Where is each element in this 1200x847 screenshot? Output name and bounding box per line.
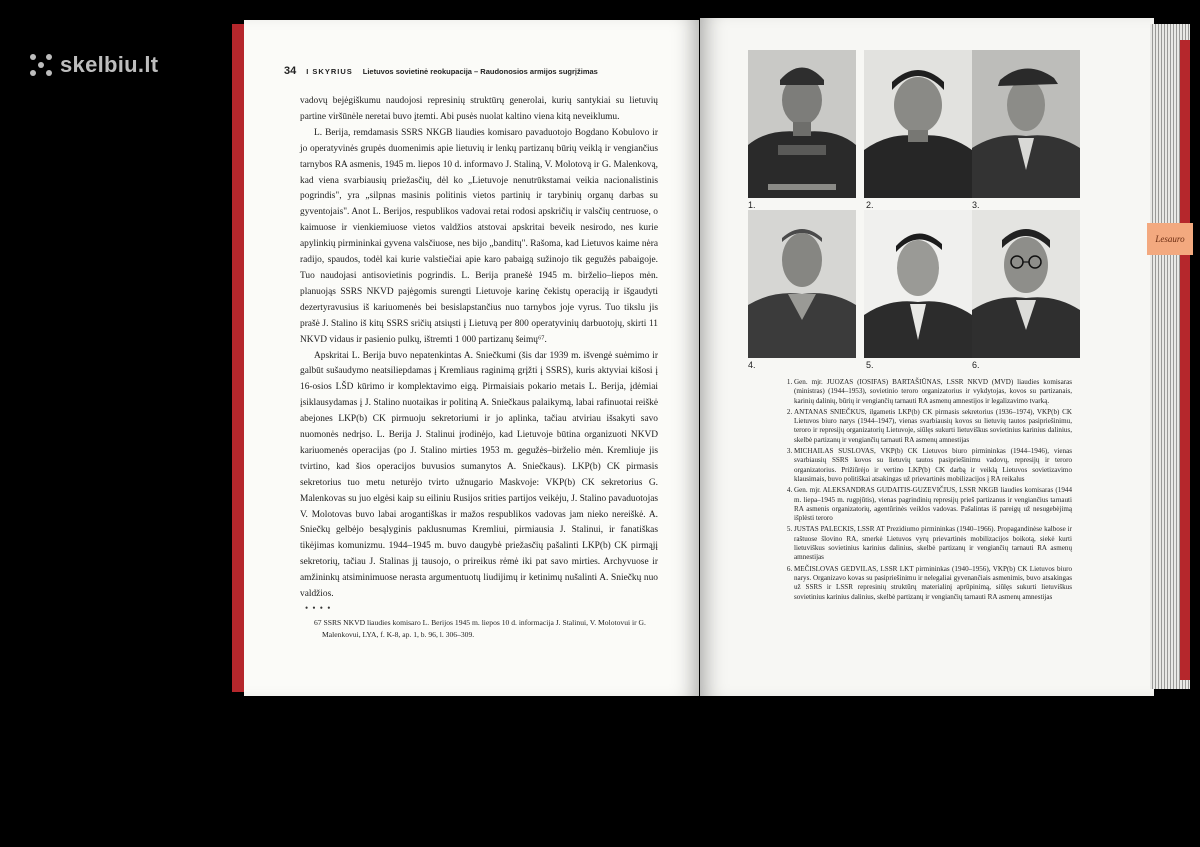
portrait-photo-1 <box>748 50 856 198</box>
bookmark-tab <box>1147 223 1193 255</box>
caption-item: 2. ANTANAS SNIEČKUS, ilgametis LKP(b) CK pirmasis sekretorius (1936–1974), VKP(b) CK Lietuvos biuro narys (1944–1947), vienas svarbiausių kovos su lietuvių tautos pasipriešinimu, teroro ir represijų organizatorių Lietuvoje, siūlęs sukurti lietuviškus sovietinius karinius dalinius, skelbė partizanų ir vengiančių tarnauti RA asmenų amnestijas <box>794 408 1072 445</box>
photo-number: 3. <box>972 200 980 210</box>
caption-item: 6. MEČISLOVAS GEDVILAS, LSSR LKT pirmininkas (1940–1956), VKP(b) CK Lietuvos biuro narys. Organizavo kovas su pasipriešinimu ir nelegaliai gyvenančiais asmenimis, buvo atsakingas už SSRS ir LSSR represinių struktūrų materialinį aprūpinimą, siūlęs sukurti lietuviškus sovietinius karinius dalinius, skelbė partizanų ir vengiančių tarnauti RA asmenų amnestijas <box>794 565 1072 602</box>
watermark-text: skelbiu.lt <box>60 52 159 77</box>
portrait-photo-5 <box>864 210 972 358</box>
running-title: Lietuvos sovietinė reokupacija – Raudonosios armijos sugrįžimas <box>362 66 598 76</box>
photo-number: 2. <box>866 200 874 210</box>
footnote-separator: • • • • <box>305 603 332 613</box>
page-number: 34 <box>284 65 297 77</box>
watermark-logo <box>30 52 158 78</box>
photo-number: 5. <box>866 360 874 370</box>
running-head <box>284 65 598 77</box>
photo-grid <box>744 50 1074 372</box>
caption-item: 4. Gen. mjr. ALEKSANDRAS GUDAITIS-GUZEVIČIUS, LSSR NKGB liaudies komisaras (1944 m. liepa–1945 m. rugpjūtis), vienas pagrindinių represijų prieš partizanus ir vengiančius tarnauti RA asmenis organizatorių, agentūrinės veiklos vadovas. Pašalintas iš pareigų už nesugebėjimą išplėsti teroro <box>794 486 1072 523</box>
body-text <box>300 94 658 603</box>
chapter-label: I SKYRIUS <box>306 66 353 76</box>
caption-item: 3. MICHAILAS SUSLOVAS, VKP(b) CK Lietuvos biuro pirmininkas (1944–1946), vienas svarbiausių SSRS kovos su lietuvių tautos pasipriešinimu vadovų, represijų ir teroro organizatorius. Prižiūrėjo ir vertino LKP(b) CK darbą ir veiklą Lietuvos sovietizavimo klausimais, buvo politiškai atsakingas už prievartinės mobilizacijos į RA reikalus <box>794 447 1072 484</box>
portrait-photo-6 <box>972 210 1080 358</box>
back-cover-edge <box>1180 40 1190 680</box>
portrait-photo-3 <box>972 50 1080 198</box>
watermark-dots-icon <box>30 54 52 76</box>
paragraph: L. Berija, remdamasis SSRS NKGB liaudies komisaro pavaduotojo Bogdano Kobulovo ir jo operatyvinės grupės duomenimis apie lietuvių ir lenkų partizanų būrių veiklą ir vengiančius tarnybos RA asmenis, 1945 m. liepos 10 d. informavo J. Staliną, V. Molotovą ir G. Malenkovą, kad viena svarbiausių priežasčių, dėl ko „Lietuvoje nenutrūkstamai veikia nacionalistinis pogrindis", yra „silpnas masinis politinis vietos partinių ir tarybinių organų darbas su gyventojais". Anot L. Berijos, respublikos vadovai retai rodosi apskričių ir valsčių centruose, o kaimuose ir vienkiemiuose vietos valdžios atstovai apskritai beveik nesirodo, nes kurie apylinkių pirmininkai gyvena valsčiuose, nes bijo „banditų". Rašoma, kad Lietuvos kaime nėra radijo, spaudos, todėl kai kurie valstiečiai apie karo pabaigą sužinojo tik gegužės pabaigoje. Tuo naudojasi antisovietinis pogrindis. L. Berija pranešė 1945 m. birželio–liepos mėn. planuojąs SSRS NKVD pajėgomis surengti Lietuvoje karinę čekistų operaciją ir išgaudyti dezertyravusius iš kariuomenės bei besislapstančius nuo tarnybos joje vyrus. Tuo tikslu jis prašė J. Stalino iš kitų SSRS sričių atsiųsti į Lietuvą per 800 operatyvinių darbuotojų, skirti 11 NKVD vidaus ir pasienio pulkų, ištremti 1 000 partizanų šeimų⁶⁷. <box>300 127 658 345</box>
caption-item: 1. Gen. mjr. JUOZAS (IOSIFAS) BARTAŠIŪNAS, LSSR NKVD (MVD) liaudies komisaras (ministras) (1944–1953), sovietinio teroro organizatorius ir vykdytojas, kovos su partizanais, karinių dalinių, būrių ir vengiančių tarnauti RA asmenų amnestijos ir legalizavimo tvarką. <box>794 378 1072 406</box>
photo-number: 1. <box>748 200 756 210</box>
footnote: 67 SSRS NKVD liaudies komisaro L. Berijos 1945 m. liepos 10 d. informacija J. Stalinui, V. Molotovui ir G. Malenkovui, LYA, f. K-8, ap. 1, b. 96, l. 306–309. <box>314 618 646 639</box>
paragraph: Apskritai L. Berija buvo nepatenkintas A. Sniečkumi (šis dar 1939 m. išvengė suėmimo ir galbūt sušaudymo neatsiliepdamas į Kremliaus raginimą grįžti į SSRS), kuris aktyviai kišosi į 16-osios LŠD kūrimo ir komplektavimo eigą. Pirmaisiais pokario metais L. Berija, įdėmiai įsiklausydamas į J. Stalino nuotaikas ir politiną A. Sniečkaus palaikymą, labai rafinuotai reiškė abejones LKP(b) CK pirmuoju sekretoriumi ir jo aplinka, tačiau atviriau išsakyti savo nuomonės nedrįso. L. Berija J. Stalinui įrodinėjo, kad Lietuvoje būtina organizuoti NKVD kariuomenės operacijas (po J. Stalino mirties 1953 m. gegužės–birželio mėn. Kremliuje jis tvirtino, kad šios operacijos buvusios sumanytos A. Sniečkaus). LKP(b) CK pirmasis sekretorius tuo metu neturėjo tvirto užnugario Maskvoje: VKP(b) CK sekretorius G. Malenkovas su juo elgėsi kaip su eiliniu Rusijos srities partijos veikėju, J. Stalino pavaduotojas V. Molotovas buvo labai arogantiškas ir mažos respublikos vadovas jam nieko nereiškė. A. Sniečkų gelbėjo besąlyginis paklusnumas Kremliui, pirmiausia J. Stalinui, ir fanatiškas tikėjimas komunizmu. 1944–1945 m. buvo daugybė priežasčių pašalinti LKP(b) CK pirmąjį sekretorių, tačiau J. Stalinas jį tausojo, o prireikus rėmė iki pat savo mirties. Archyvuose ir amžininkų atsiminimuose nerasta argumentuotų liudijimų ir ketinimų nušalinti A. Sniečkų nuo valdžios. <box>300 350 658 600</box>
caption-item: 5. JUSTAS PALECKIS, LSSR AT Prezidiumo pirmininkas (1940–1966). Propagandinėse kalbose ir raštuose šlovino RA, smerkė Lietuvos vyrų prievartinės mobilizacijos boikotą, siekė kurti lietuviškus sovietinius karinius dalinius, skelbė partizanų ir vengiančių tarnauti RA asmenų amnestijas <box>794 525 1072 562</box>
photo-number: 6. <box>972 360 980 370</box>
photo-number: 4. <box>748 360 756 370</box>
portrait-photo-2 <box>864 50 972 198</box>
bookmark-label: Lesauro <box>1155 234 1185 244</box>
photo-captions <box>782 378 1072 604</box>
paragraph: vadovų bejėgiškumu naudojosi represinių struktūrų generolai, kurių santykiai su lietuvių partine viršūnėle neretai buvo įtemti. Abi pusės nuolat kaltino viena kitą neveiklumu. <box>300 96 658 122</box>
portrait-photo-4 <box>748 210 856 358</box>
